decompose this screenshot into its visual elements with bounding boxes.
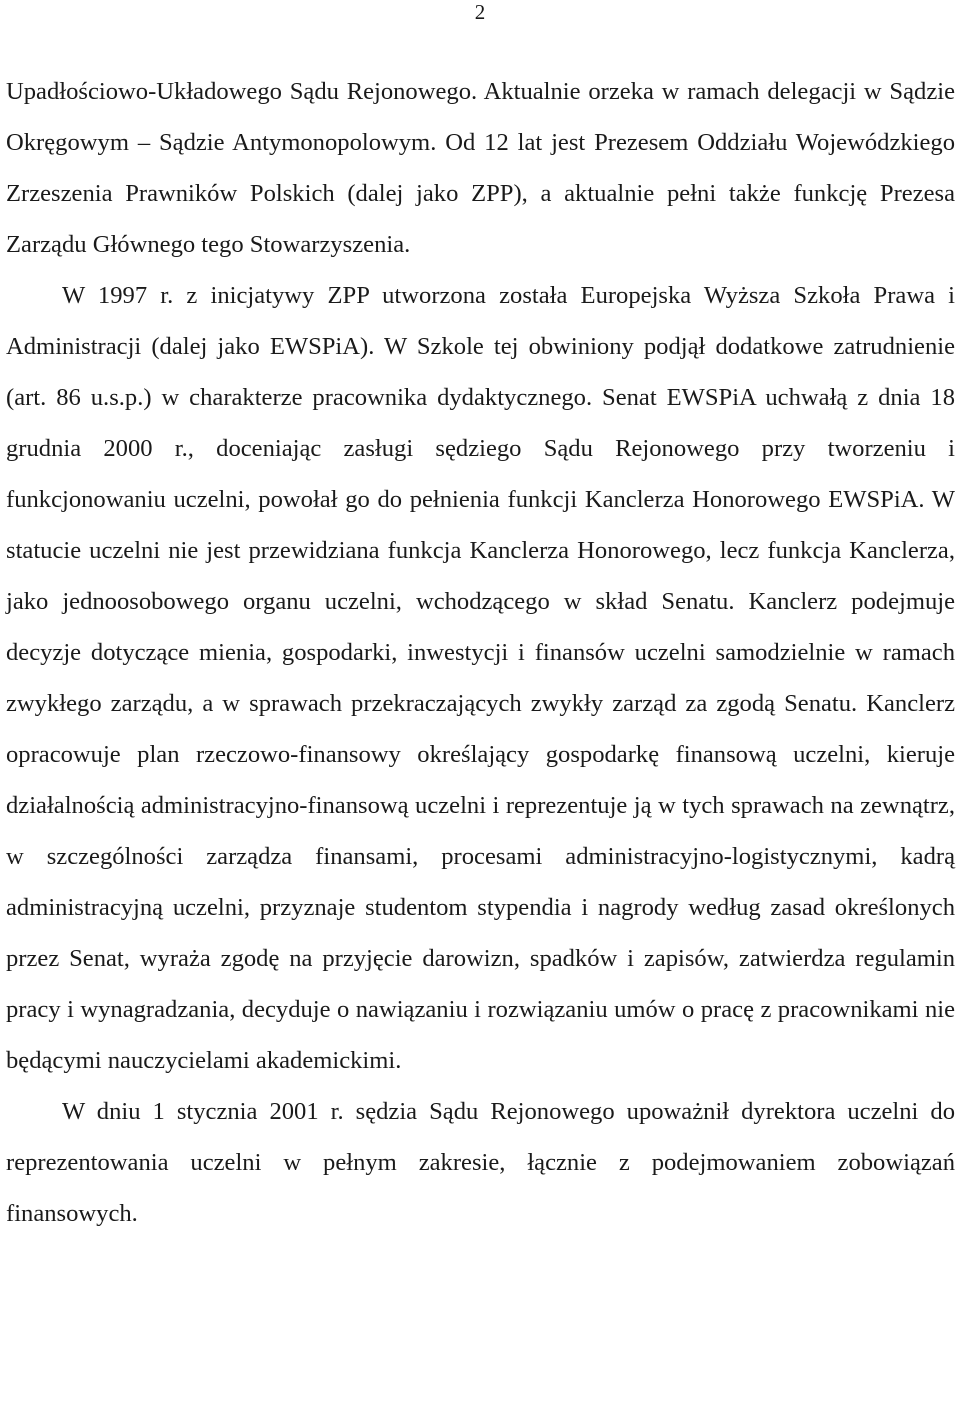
paragraph-ewspia: W 1997 r. z inicjatywy ZPP utworzona została Europejska Wyższa Szkoła Prawa i Administracji (dalej jako EWSPiA). W Szkole tej obwiniony podjął dodatkowe zatrudnienie (art. 86 u.s.p.) w charakterze pracownika dydaktycznego. Senat EWSPiA uchwałą z dnia 18 grudnia 2000 r., doceniając zasługi sędziego Sądu Rejonowego przy tworzeniu i funkcjonowaniu uczelni, powołał go do pełnienia funkcji Kanclerza Honorowego EWSPiA. W statucie uczelni nie jest przewidziana funkcja Kanclerza Honorowego, lecz funkcja Kanclerza, jako jednoosobowego organu uczelni, wchodzącego w skład Senatu. Kanclerz podejmuje decyzje dotyczące mienia, gospodarki, inwestycji i finansów uczelni samodzielnie w ramach zwykłego zarządu, a w sprawach przekraczających zwykły zarząd za zgodą Senatu. Kanclerz opracowuje plan rzeczowo-finansowy określający gospodarkę finansową uczelni, kieruje działalnością administracyjno-finansową uczelni i reprezentuje ją w tych sprawach na zewnątrz, w szczególności zarządza finansami, procesami administracyjno-logistycznymi, kadrą administracyjną uczelni, przyznaje studentom stypendia i nagrody według zasad określonych przez Senat, wyraża zgodę na przyjęcie darowizn, spadków i zapisów, zatwierdza regulamin pracy i wynagradzania, decyduje o nawiązaniu i rozwiązaniu umów o pracę z pracownikami nie będącymi nauczycielami akademickimi. bbox=[6, 282, 955, 1074]
page-number: 2 bbox=[474, 0, 486, 24]
document-body bbox=[6, 66, 955, 1239]
paragraph-continued: Upadłościowo-Układowego Sądu Rejonowego. Aktualnie orzeka w ramach delegacji w Sądzie Okręgowym – Sądzie Antymonopolowym. Od 12 lat jest Prezesem Oddziału Wojewódzkiego Zrzeszenia Prawników Polskich (dalej jako ZPP), a aktualnie pełni także funkcję Prezesa Zarządu Głównego tego Stowarzyszenia. bbox=[6, 78, 955, 258]
paragraph-authorization: W dniu 1 stycznia 2001 r. sędzia Sądu Rejonowego upoważnił dyrektora uczelni do reprezentowania uczelni w pełnym zakresie, łącznie z podejmowaniem zobowiązań finansowych. bbox=[6, 1098, 955, 1227]
